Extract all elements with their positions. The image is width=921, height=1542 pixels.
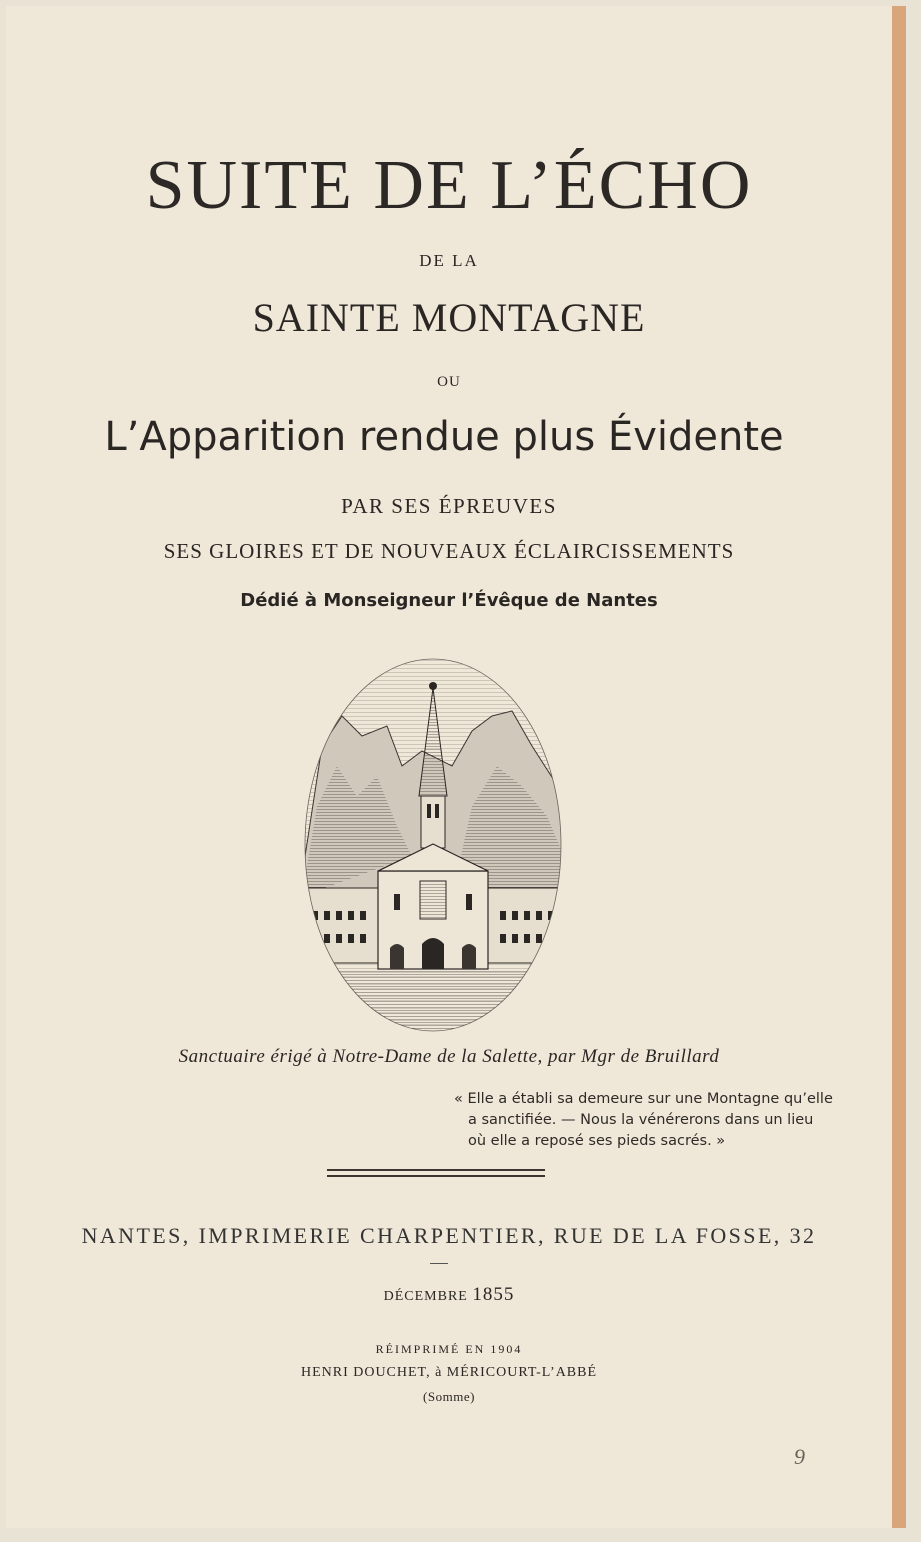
title-line-1: PAR SES ÉPREUVES <box>341 494 557 518</box>
printer-imprint: NANTES, IMPRIMERIE CHARPENTIER, RUE DE LA FOSSE, 32 <box>81 1223 817 1248</box>
subtitle: SAINTE MONTAGNE <box>252 295 646 340</box>
divider-rule <box>327 1175 545 1177</box>
divider-rule <box>327 1169 545 1171</box>
epigraph-line: a sanctifiée. — Nous la vénérerons dans un lieu <box>468 1112 814 1128</box>
publication-year: 1855 <box>472 1284 515 1305</box>
divider-dash <box>430 1263 448 1264</box>
title-connector-ou: OU <box>437 374 461 390</box>
epigraph <box>454 1089 854 1152</box>
publication-date <box>6 1284 892 1306</box>
reprint-publisher: HENRI DOUCHET, à MÉRICOURT-L’ABBÉ <box>300 1365 598 1380</box>
shelfmark: 9 <box>794 1444 805 1469</box>
reprint-place: (Somme) <box>423 1389 475 1404</box>
church-engraving <box>302 656 564 1034</box>
reprint-note: RÉIMPRIMÉ EN 1904 <box>375 1342 523 1356</box>
illustration-caption: Sanctuaire érigé à Notre-Dame de la Salette, par Mgr de Bruillard <box>178 1046 720 1067</box>
alternate-title: L’Apparition rendue plus Évidente <box>104 414 784 460</box>
title-connector-de-la: DE LA <box>419 251 479 270</box>
epigraph-line: où elle a reposé ses pieds sacrés. » <box>468 1133 726 1149</box>
dedication: Dédié à Monseigneur l’Évêque de Nantes <box>240 590 658 611</box>
title-page <box>6 6 906 1528</box>
main-title: SUITE DE L’ÉCHO <box>145 147 753 224</box>
title-line-2: SES GLOIRES ET DE NOUVEAUX ÉCLAIRCISSEMENTS <box>163 539 735 563</box>
epigraph-line: « Elle a établi sa demeure sur une Montagne qu’elle <box>454 1091 833 1107</box>
publication-month: DÉCEMBRE <box>383 1289 468 1304</box>
